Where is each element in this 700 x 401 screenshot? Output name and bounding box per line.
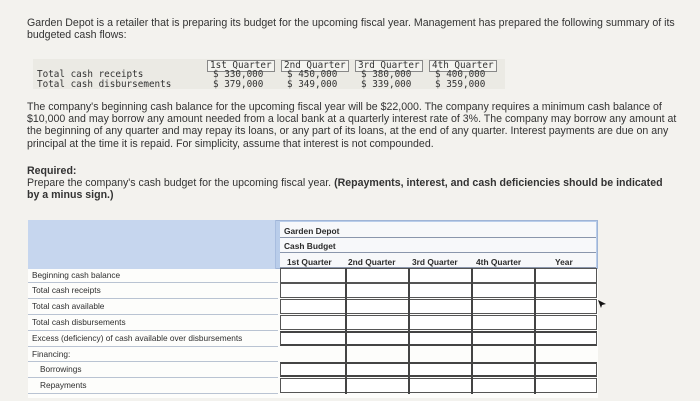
divider xyxy=(28,393,278,394)
input-cash-disbursements-q1[interactable] xyxy=(280,315,346,330)
input-cash-receipts-q2[interactable] xyxy=(346,283,409,298)
summary-header-q3: 3rd Quarter xyxy=(355,60,423,72)
required-instruction: Prepare the company's cash budget for the upcoming fiscal year. xyxy=(27,177,332,189)
divider xyxy=(280,252,596,253)
input-cash-disbursements-year[interactable] xyxy=(535,315,597,330)
row-label-cash-disbursements: Total cash disbursements xyxy=(32,317,126,327)
required-text xyxy=(27,177,677,201)
summary-cell: $ 359,000 xyxy=(435,79,486,90)
column-header-q1: 1st Quarter xyxy=(287,257,332,267)
divider xyxy=(28,314,278,315)
input-cash-receipts-q4[interactable] xyxy=(472,283,535,298)
input-cash-available-year[interactable] xyxy=(535,299,597,314)
summary-cell: $ 330,000 xyxy=(213,69,264,80)
summary-header-q2: 2nd Quarter xyxy=(281,60,349,72)
summary-cell: $ 450,000 xyxy=(287,69,338,80)
divider xyxy=(28,377,278,378)
input-beginning-cash-q4[interactable] xyxy=(472,268,535,283)
row-label-beginning-cash: Beginning cash balance xyxy=(32,270,121,280)
column-divider xyxy=(471,268,473,394)
row-label-repayments: Repayments xyxy=(40,380,87,390)
input-cash-disbursements-q4[interactable] xyxy=(472,315,535,330)
summary-header-q4: 4th Quarter xyxy=(429,60,497,72)
input-beginning-cash-q1[interactable] xyxy=(280,268,346,283)
input-beginning-cash-q3[interactable] xyxy=(409,268,472,283)
input-borrowings-q2[interactable] xyxy=(346,362,409,377)
summary-cell: $ 349,000 xyxy=(287,79,338,90)
input-repayments-q2[interactable] xyxy=(346,378,409,393)
input-excess-deficiency-q3[interactable] xyxy=(409,331,472,346)
summary-cell: $ 380,000 xyxy=(361,69,412,80)
input-borrowings-q4[interactable] xyxy=(472,362,535,377)
row-label-cash-receipts: Total cash receipts xyxy=(32,285,101,295)
row-label-financing: Financing: xyxy=(32,349,71,359)
input-beginning-cash-q2[interactable] xyxy=(346,268,409,283)
summary-cell: $ 379,000 xyxy=(213,79,264,90)
divider xyxy=(28,282,278,283)
input-repayments-q1[interactable] xyxy=(280,378,346,393)
input-excess-deficiency-year[interactable] xyxy=(535,331,597,346)
input-borrowings-q1[interactable] xyxy=(280,362,346,377)
summary-row-label: Total cash disbursements xyxy=(37,79,172,90)
input-cash-receipts-q1[interactable] xyxy=(280,283,346,298)
input-repayments-q4[interactable] xyxy=(472,378,535,393)
cash-budget-table xyxy=(28,220,598,398)
input-cash-receipts-year[interactable] xyxy=(535,283,597,298)
budget-company: Garden Depot xyxy=(284,226,340,236)
input-cash-available-q4[interactable] xyxy=(472,299,535,314)
row-label-excess-deficiency: Excess (deficiency) of cash available over disbursements xyxy=(32,333,243,343)
summary-row-label: Total cash receipts xyxy=(37,69,144,80)
budget-title: Cash Budget xyxy=(284,241,336,251)
required-heading: Required: xyxy=(27,165,77,177)
required-note: (Repayments, interest, and cash deficiencies should be indicated by a minus sign.) xyxy=(27,177,663,202)
input-borrowings-q3[interactable] xyxy=(409,362,472,377)
column-header-year: Year xyxy=(555,257,573,267)
input-repayments-q3[interactable] xyxy=(409,378,472,393)
row-label-borrowings: Borrowings xyxy=(40,364,82,374)
input-excess-deficiency-q4[interactable] xyxy=(472,331,535,346)
intro-paragraph: Garden Depot is a retailer that is preparing its budget for the upcoming fiscal year. Management has prepared the following summary of its budgeted cash flows: xyxy=(27,17,675,42)
input-cash-disbursements-q3[interactable] xyxy=(409,315,472,330)
column-divider xyxy=(408,268,410,394)
input-cash-disbursements-q2[interactable] xyxy=(346,315,409,330)
divider xyxy=(280,237,596,238)
budget-header-label-area xyxy=(28,220,276,269)
input-cash-available-q2[interactable] xyxy=(346,299,409,314)
cursor-arrow-icon xyxy=(597,299,607,312)
divider xyxy=(28,330,278,331)
input-borrowings-year[interactable] xyxy=(535,362,597,377)
divider xyxy=(28,298,278,299)
divider xyxy=(28,361,278,362)
divider xyxy=(28,346,278,347)
input-cash-receipts-q3[interactable] xyxy=(409,283,472,298)
input-excess-deficiency-q2[interactable] xyxy=(346,331,409,346)
summary-cell: $ 339,000 xyxy=(361,79,412,90)
input-cash-available-q1[interactable] xyxy=(280,299,346,314)
column-header-q3: 3rd Quarter xyxy=(412,257,458,267)
input-beginning-cash-year[interactable] xyxy=(535,268,597,283)
column-header-q4: 4th Quarter xyxy=(476,257,522,267)
column-header-q2: 2nd Quarter xyxy=(348,257,396,267)
summary-header-q1: 1st Quarter xyxy=(207,60,275,72)
column-divider xyxy=(534,268,536,394)
input-excess-deficiency-q1[interactable] xyxy=(280,331,346,346)
summary-cell: $ 400,000 xyxy=(435,69,486,80)
column-divider xyxy=(345,268,347,394)
problem-paragraph: The company's beginning cash balance for the upcoming fiscal year will be $22,000. The company requires a minimum cash balance of $10,000 and may borrow any amount needed from a local bank at a quarterly interest rate of 3%. The company may borrow any amount at the beginning of any quarter and may repay its loans, or any part of its loans, at the end of any quarter. Interest payments are due on any principal at the time it is repaid. For simplicity, assume that interest is not compounded. xyxy=(27,101,677,150)
input-repayments-year[interactable] xyxy=(535,378,597,393)
input-cash-available-q3[interactable] xyxy=(409,299,472,314)
row-label-cash-available: Total cash available xyxy=(32,301,105,311)
